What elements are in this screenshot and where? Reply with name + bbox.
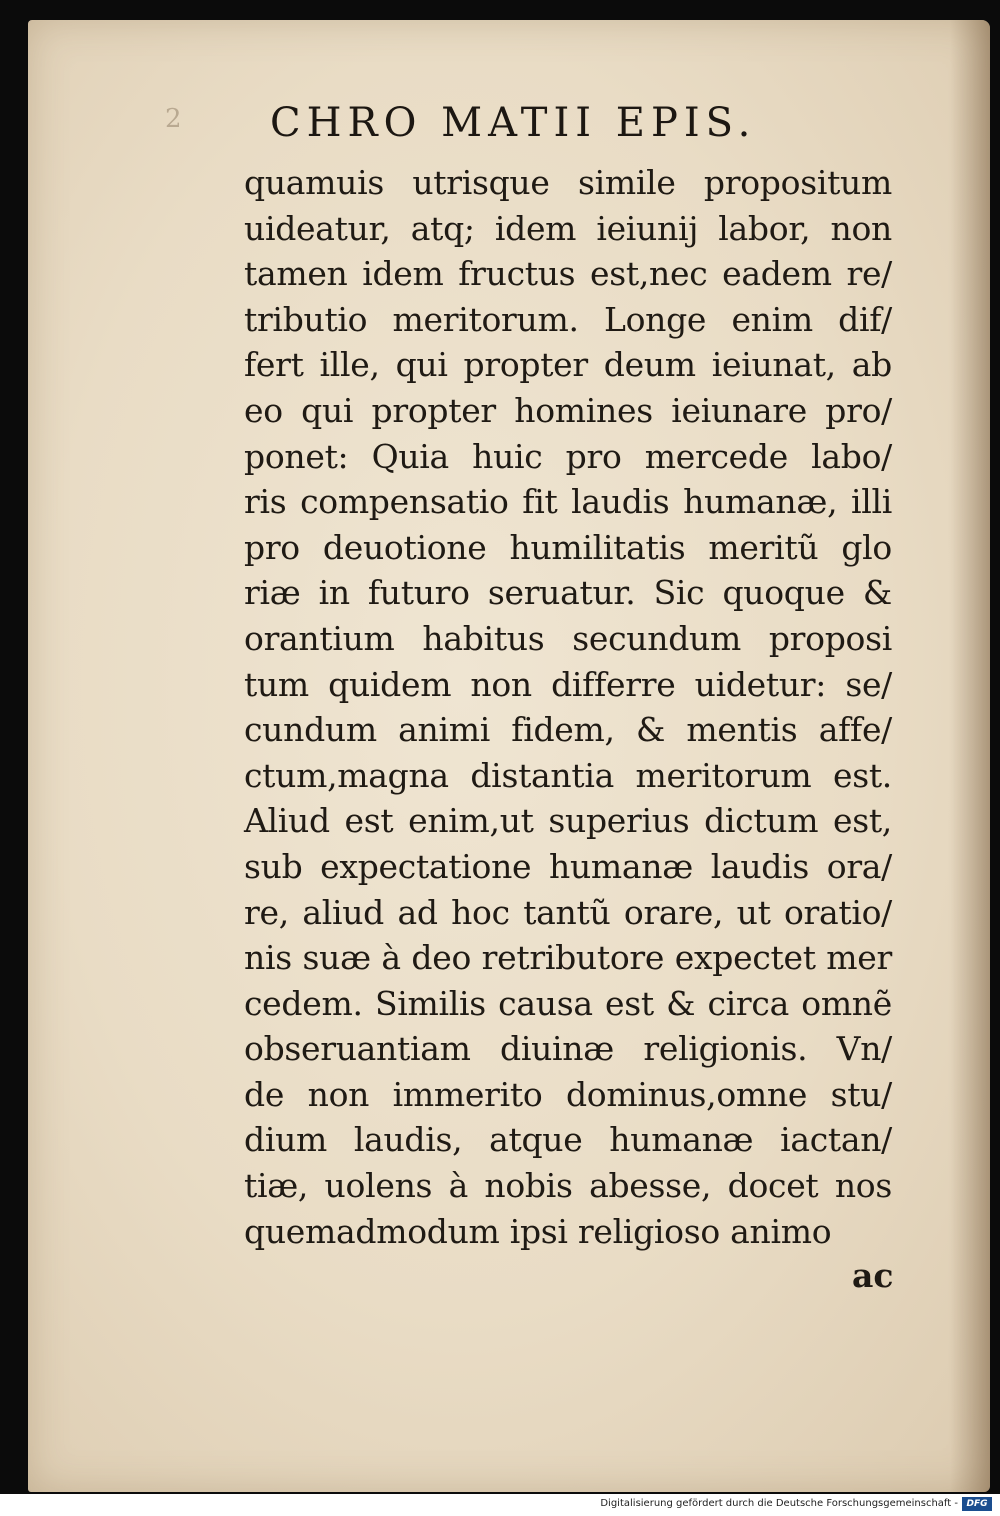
funding-credit: Digitalisierung gefördert durch die Deutsche Forschungsgemeinschaft -	[600, 1498, 958, 1509]
text-line: sub expectatione humanæ laudis ora/	[244, 846, 892, 886]
text-line: de non immerito dominus,omne stu/	[244, 1074, 892, 1114]
folio-mark: 2	[165, 104, 182, 134]
text-line: Aliud est enim,ut superius dictum est,	[244, 801, 892, 841]
text-line: tamen idem fructus est,nec eadem re/	[244, 254, 892, 294]
text-line: eo qui propter homines ieiunare pro/	[244, 390, 892, 430]
text-line: tum quidem non differre uidetur: se/	[244, 664, 892, 704]
text-line: obseruantiam diuinæ religionis. Vn/	[244, 1029, 892, 1069]
running-head: CHRO MATII EPIS.	[270, 100, 757, 146]
text-line: uideatur, atq; idem ieiunij labor, non	[244, 208, 892, 248]
text-line: cundum animi fidem, & mentis affe/	[244, 710, 892, 750]
text-line: fert ille, qui propter deum ieiunat, ab	[244, 345, 892, 385]
text-line: quamuis utrisque simile propositum	[244, 163, 892, 202]
text-line: quemadmodum ipsi religioso animo	[244, 1211, 832, 1251]
text-line: tiæ, uolens à nobis abesse, docet nos	[244, 1166, 892, 1206]
text-line: tributio meritorum. Longe enim dif/	[244, 299, 892, 339]
text-line: nis suæ à deo retributore expectet mer	[244, 938, 892, 978]
catchword: ac	[852, 1256, 894, 1295]
digitization-footer	[0, 1494, 1000, 1516]
text-line: riæ in futuro seruatur. Sic quoque &	[244, 573, 892, 613]
text-line: cedem. Similis causa est & circa omnẽ	[244, 983, 892, 1023]
text-line: re, aliud ad hoc tantũ orare, ut oratio/	[244, 892, 892, 932]
text-line: pro deuotione humilitatis meritũ glo	[244, 527, 892, 567]
text-line: ris compensatio fit laudis humanæ, illi	[244, 482, 892, 522]
text-line: ctum,magna distantia meritorum est.	[244, 755, 892, 795]
text-line: orantium habitus secundum proposi	[244, 618, 892, 658]
text-line: dium laudis, atque humanæ iactan/	[244, 1120, 892, 1160]
text-block	[244, 160, 904, 1254]
dfg-logo-icon: DFG	[962, 1497, 992, 1511]
binding-edge-shadow	[950, 20, 990, 1492]
text-line: ponet: Quia huic pro mercede labo/	[244, 436, 892, 476]
